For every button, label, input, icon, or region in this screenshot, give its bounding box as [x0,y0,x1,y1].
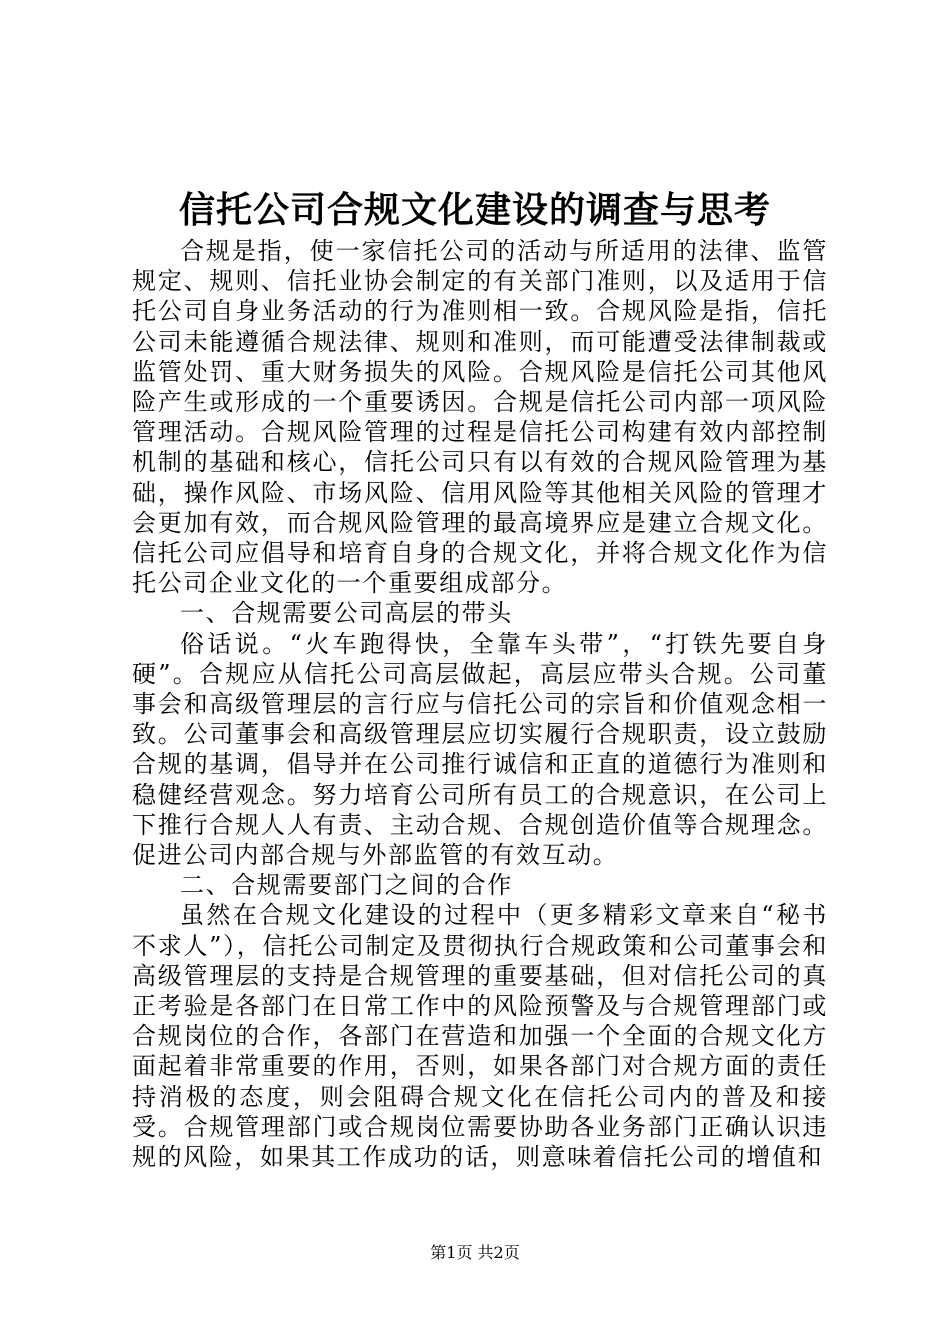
paragraph-intro: 合规是指，使一家信托公司的活动与所适用的法律、监管规定、规则、信托业协会制定的有关部门准则，以及适用于信托公司自身业务活动的行为准则相一致。合规风险是指，信托公司未能遵循合规法律、规则和准则，而可能遭受法律制裁或监管处罚、重大财务损失的风险。合规风险是信托公司其他风险产生或形成的一个重要诱因。合规是信托公司内部一项风险管理活动。合规风险管理的过程是信托公司构建有效内部控制机制的基础和核心，信托公司只有以有效的合规风险管理为基础，操作风险、市场风险、信用风险等其他相关风险的管理才会更加有效，而合规风险管理的最高境界应是建立合规文化。信托公司应倡导和培育自身的合规文化，并将合规文化作为信托公司企业文化的一个重要组成部分。 [132,237,828,598]
document-body [132,236,828,1172]
section-heading-2: 二、合规需要部门之间的合作 [180,871,513,900]
document-title: 信托公司合规文化建设的调查与思考 [178,189,771,231]
section-heading-1: 一、合规需要公司高层的带头 [180,599,513,628]
page-number-footer: 第1页 共2页 [430,1243,520,1262]
paragraph-section-1: 俗话说。“火车跑得快，全靠车头带”，“打铁先要自身硬”。合规应从信托公司高层做起，高层应带头合规。公司董事会和高级管理层的言行应与信托公司的宗旨和价值观念相一致。公司董事会和高级管理层应切实履行合规职责，设立鼓励合规的基调，倡导并在公司推行诚信和正直的道德行为准则和稳健经营观念。努力培育公司所有员工的合规意识，在公司上下推行合规人人有责、主动合规、合规创造价值等合规理念。促进公司内部合规与外部监管的有效互动。 [132,629,828,870]
paragraph-section-2: 虽然在合规文化建设的过程中（更多精彩文章来自“秘书不求人”），信托公司制定及贯彻执行合规政策和公司董事会和高级管理层的支持是合规管理的重要基础，但对信托公司的真正考验是各部门在日常工作中的风险预警及与合规管理部门或合规岗位的合作，各部门在营造和加强一个全面的合规文化方面起着非常重要的作用，否则，如果各部门对合规方面的责任持消极的态度，则会阻碍合规文化在信托公司内的普及和接受。合规管理部门或合规岗位需要协助各业务部门正确认识违规的风险，如果其工作成功的话，则意味着信托公司的增值和 [132,901,828,1172]
